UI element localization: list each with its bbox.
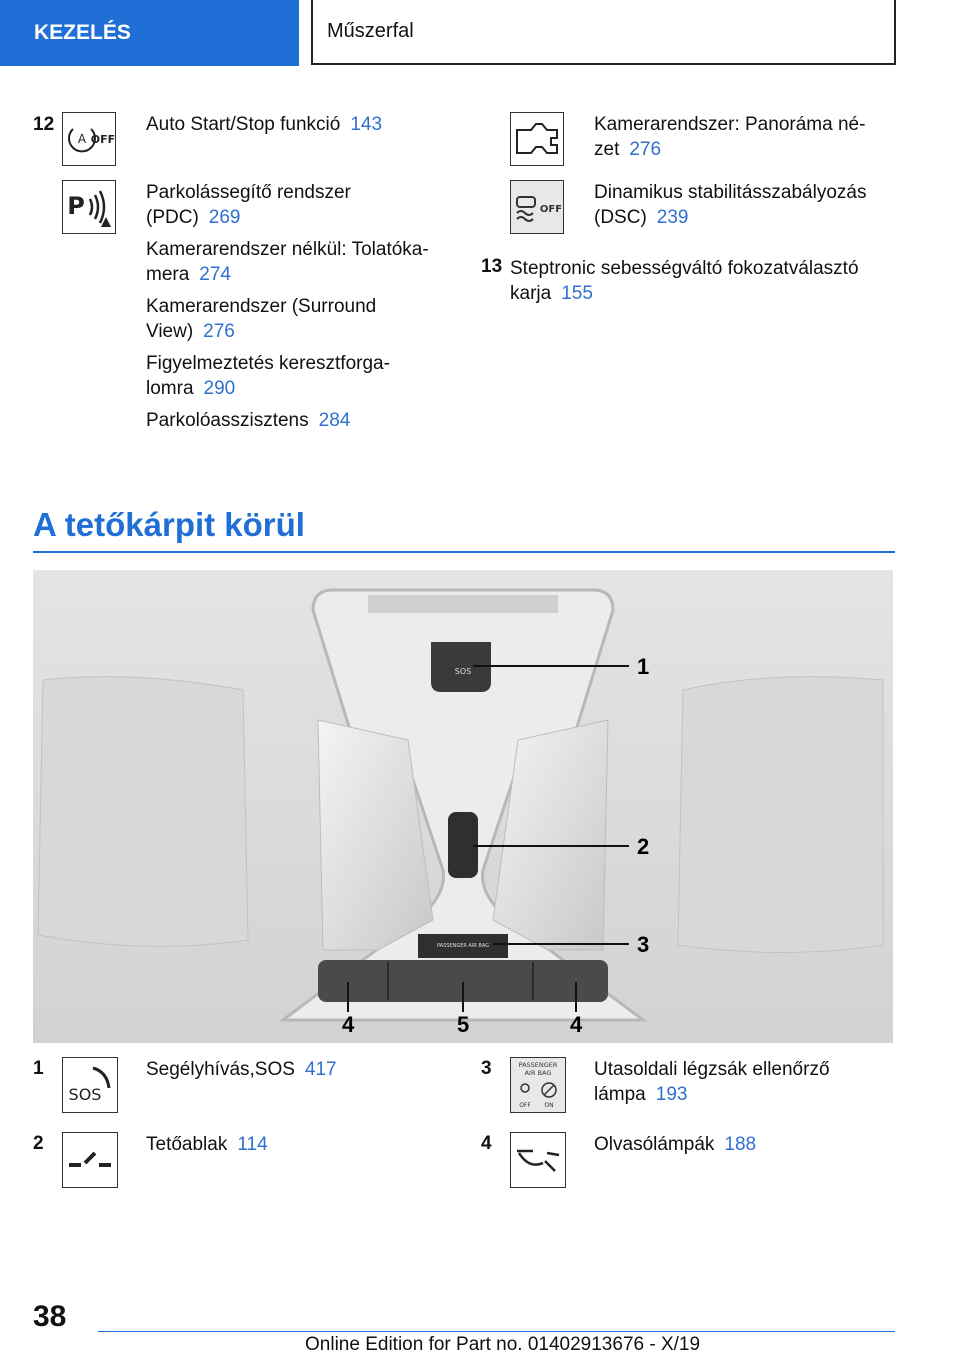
page-link[interactable]: 143 [350, 114, 383, 135]
list-item: Parkolóasszisztens 284 [146, 410, 351, 431]
page-link[interactable]: 276 [629, 139, 662, 160]
sunroof-icon [62, 1132, 118, 1188]
svg-text:A: A [77, 132, 87, 146]
list-item: Figyelmeztetés keresztforgalomra 290 [146, 353, 390, 399]
section-divider [33, 551, 895, 553]
svg-text:SOS: SOS [68, 1085, 102, 1104]
list-item: Kamerarendszer nélkül: Tolatókamera 274 [146, 239, 429, 285]
svg-text:OFF: OFF [90, 133, 115, 146]
svg-text:P: P [67, 192, 85, 220]
svg-text:OFF: OFF [539, 204, 563, 215]
chapter-title: Műszerfal [311, 0, 896, 65]
page-link[interactable]: 284 [318, 410, 351, 431]
page-link[interactable]: 239 [656, 207, 689, 228]
list-item: Auto Start/Stop funkció 143 [146, 114, 383, 135]
svg-text:4: 4 [570, 1012, 583, 1037]
reading-lamp-icon [510, 1132, 566, 1188]
svg-text:5: 5 [457, 1012, 470, 1037]
item-number: 4 [481, 1133, 492, 1154]
section-title: A tetőkárpit körül [33, 506, 305, 543]
list-item: Dinamikus stabilitásszabályozás (DSC) 239 [594, 182, 867, 228]
page-link[interactable]: 276 [203, 321, 235, 342]
parking-assist-icon [62, 180, 116, 234]
page-link[interactable]: 417 [304, 1059, 337, 1080]
page-link[interactable]: 114 [237, 1134, 268, 1155]
page-link[interactable]: 269 [208, 207, 241, 228]
footer-divider [98, 1331, 895, 1332]
auto-start-stop-off-icon [62, 112, 116, 166]
svg-text:2: 2 [637, 834, 650, 859]
list-item: Kamerarendszer (Surround View) 276 [146, 296, 377, 342]
svg-text:4: 4 [342, 1012, 355, 1037]
page-link[interactable]: 274 [199, 264, 231, 285]
page-header [0, 0, 960, 66]
list-item: Parkolássegítő rendszer (PDC) 269 [146, 182, 351, 228]
svg-text:3: 3 [637, 932, 650, 957]
svg-text:OFF: OFF [519, 1102, 531, 1109]
item-number: 3 [481, 1058, 492, 1079]
page-link[interactable]: 155 [561, 283, 593, 304]
section-tab: KEZELÉS [0, 0, 299, 66]
edition-text: Online Edition for Part no. 01402913676 - X/19 [305, 1334, 701, 1355]
list-item: Utasoldali légzsák ellenőrző lámpa 193 [594, 1059, 830, 1105]
dsc-off-icon [510, 180, 564, 234]
svg-text:AIR BAG: AIR BAG [524, 1069, 552, 1077]
list-item: Kamerarendszer: Panoráma nézet 276 [594, 114, 866, 160]
sos-icon [62, 1057, 118, 1113]
page-link[interactable]: 188 [724, 1134, 757, 1155]
list-item: Olvasólámpák 188 [594, 1134, 757, 1155]
item-number: 2 [33, 1133, 44, 1154]
headliner-photo [33, 570, 893, 1043]
svg-text:1: 1 [637, 654, 650, 679]
list-item: Steptronic sebességváltó fokozatválasztó karja 155 [510, 258, 859, 304]
svg-text:PASSENGER: PASSENGER [518, 1061, 558, 1069]
list-item: Segélyhívás,SOS 417 [146, 1059, 337, 1080]
svg-text:ON: ON [544, 1102, 554, 1109]
page-link[interactable]: 290 [203, 378, 236, 399]
item-number: 12 [33, 114, 55, 135]
svg-text:SOS: SOS [454, 667, 472, 676]
svg-text:PASSENGER AIR BAG: PASSENGER AIR BAG [436, 943, 490, 949]
panorama-camera-icon [510, 112, 564, 166]
item-number: 13 [481, 256, 503, 277]
list-item: Tetőablak 114 [146, 1134, 268, 1155]
page-number: 38 [33, 1300, 67, 1333]
passenger-airbag-icon [510, 1057, 566, 1113]
page-link[interactable]: 193 [655, 1084, 688, 1105]
item-number: 1 [33, 1058, 44, 1079]
